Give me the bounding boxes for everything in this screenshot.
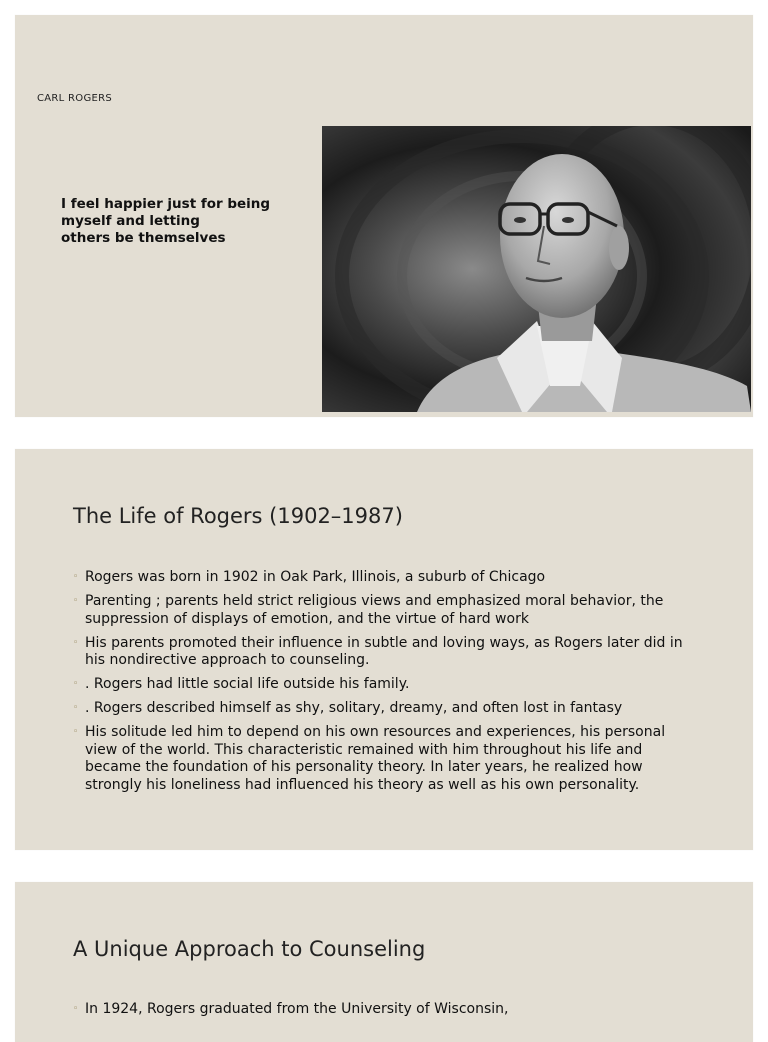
portrait-illustration (322, 126, 751, 412)
list-item (73, 724, 693, 794)
bullet-text: Rogers was born in 1902 in Oak Park, Illinois, a suburb of Chicago (85, 569, 546, 585)
bullet-text: Parenting ; parents held strict religious views and emphasized moral behavior, the suppression of displays of emotion, and the virtue of hard work (85, 593, 664, 627)
bullet-text: In 1924, Rogers graduated from the University of Wisconsin, (85, 1001, 509, 1017)
list-item (73, 700, 693, 718)
bullet-list (73, 1001, 693, 1025)
bullet-text: . Rogers described himself as shy, solitary, dreamy, and often lost in fantasy (85, 700, 623, 716)
bullet-icon: ◦ (73, 596, 79, 606)
list-item (73, 1001, 693, 1019)
bullet-text: His parents promoted their influence in subtle and loving ways, as Rogers later did in his nondirective approach to counseling. (85, 634, 683, 668)
slide-small-title: CARL ROGERS (37, 93, 113, 104)
portrait-photo (322, 126, 751, 412)
list-item (73, 635, 693, 670)
bullet-icon: ◦ (73, 727, 79, 737)
slide-life-of-rogers (15, 449, 753, 850)
bullet-icon: ◦ (73, 703, 79, 713)
slide-heading: A Unique Approach to Counseling (73, 937, 426, 961)
list-item (73, 593, 693, 628)
slide-unique-approach (15, 882, 753, 1042)
quote-text (61, 196, 311, 247)
list-item (73, 569, 693, 587)
bullet-text: His solitude led him to depend on his own resources and experiences, his personal view of the world. This characteristic remained with him throughout his life and became the foundation of his personality theory. In later years, he realized how strongly his loneliness had influenced his theory as well as his own personality. (85, 724, 666, 793)
quote-line: others be themselves (61, 230, 226, 246)
bullet-list (73, 569, 693, 801)
slide-title (15, 15, 753, 417)
list-item (73, 676, 693, 694)
bullet-text: . Rogers had little social life outside his family. (85, 676, 410, 692)
slide-heading: The Life of Rogers (1902–1987) (73, 504, 403, 528)
quote-line: myself and letting (61, 213, 200, 229)
quote-line: I feel happier just for being (61, 196, 271, 212)
bullet-icon: ◦ (73, 1004, 79, 1014)
bullet-icon: ◦ (73, 679, 79, 689)
bullet-icon: ◦ (73, 572, 79, 582)
bullet-icon: ◦ (73, 637, 79, 648)
